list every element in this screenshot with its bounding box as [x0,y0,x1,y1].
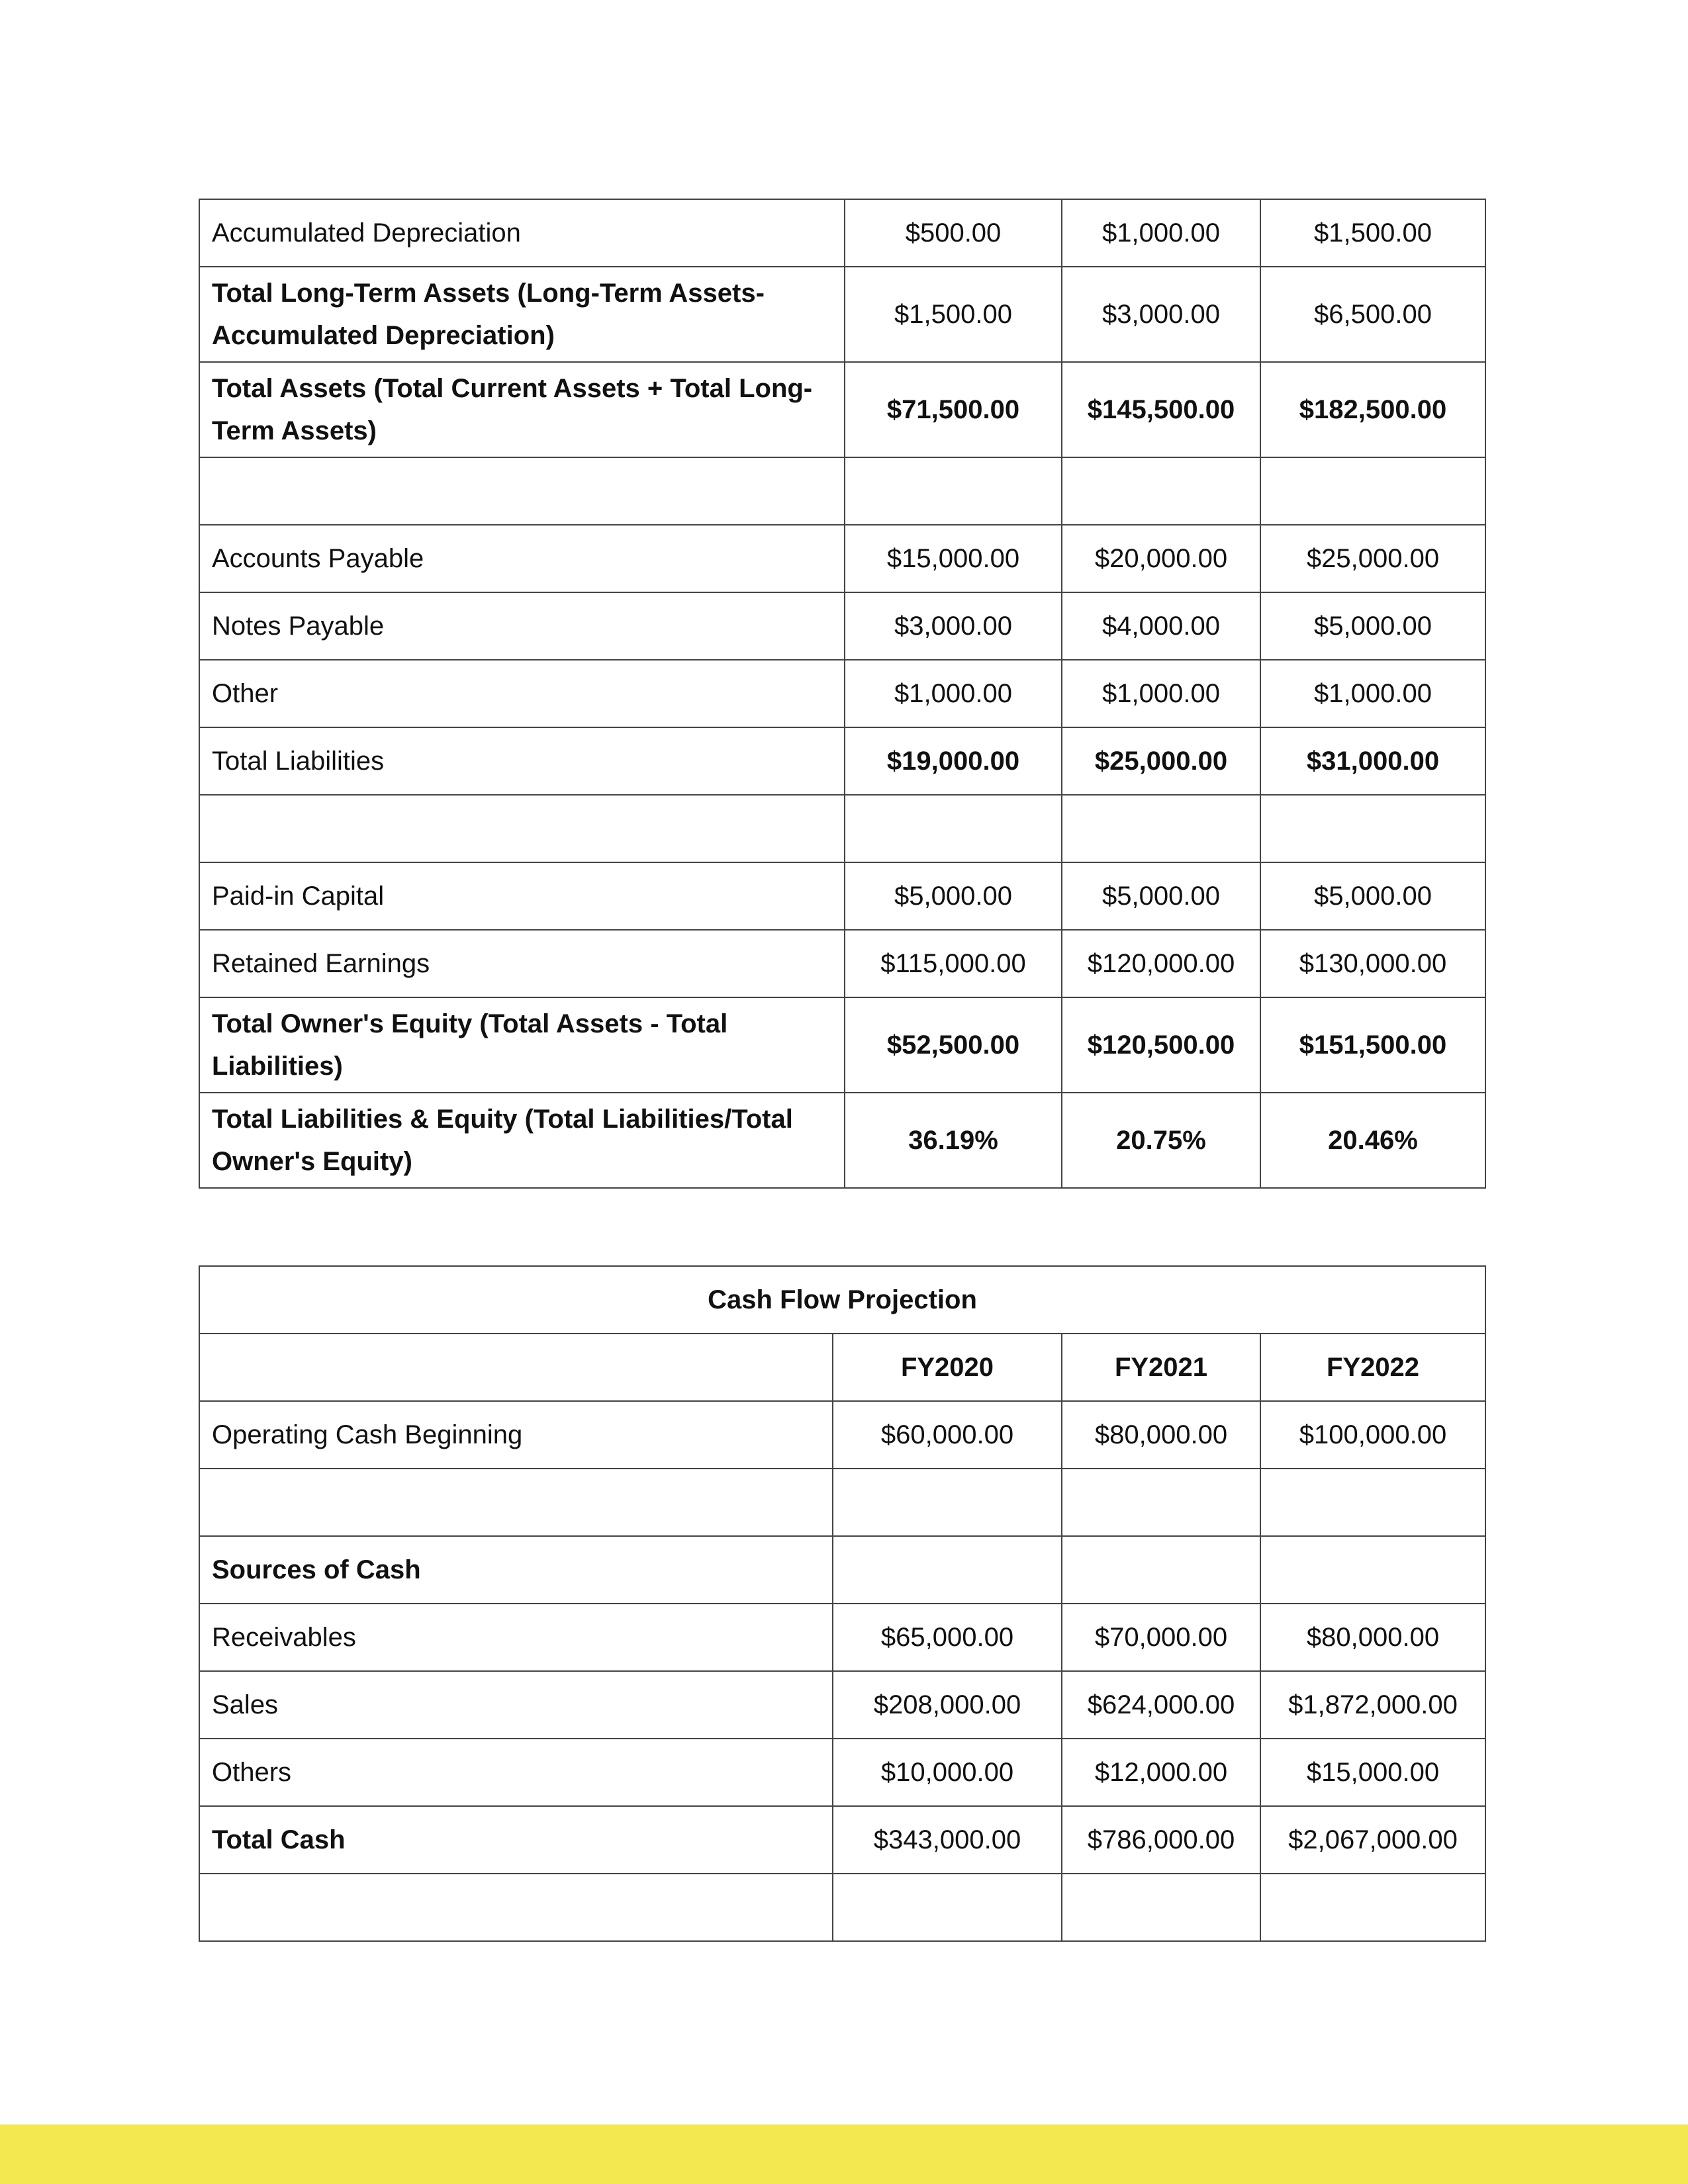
table-row [199,1671,1485,1739]
value-cell: $1,000.00 [1062,660,1260,727]
value-cell [1062,457,1260,525]
row-label: Sources of Cash [199,1536,833,1604]
value-cell [833,1874,1062,1941]
value-cell: $31,000.00 [1260,727,1485,795]
value-cell [833,1536,1062,1604]
value-cell [833,1469,1062,1536]
value-cell: $120,000.00 [1062,930,1260,997]
value-cell: $1,000.00 [845,660,1062,727]
value-cell [845,457,1062,525]
value-cell [1062,1469,1260,1536]
value-cell: 20.75% [1062,1093,1260,1188]
value-cell: $115,000.00 [845,930,1062,997]
column-header: FY2021 [1062,1334,1260,1401]
value-cell: $65,000.00 [833,1604,1062,1671]
value-cell: $60,000.00 [833,1401,1062,1469]
table-row [199,1093,1485,1188]
table-row [199,660,1485,727]
value-cell [1062,795,1260,862]
value-cell: $71,500.00 [845,362,1062,457]
table-row [199,457,1485,525]
table-row [199,862,1485,930]
value-cell: $80,000.00 [1260,1604,1485,1671]
table-row [199,1806,1485,1874]
row-label: Retained Earnings [199,930,845,997]
row-label: Total Owner's Equity (Total Assets - Total Liabilities) [199,997,845,1093]
row-label: Paid-in Capital [199,862,845,930]
value-cell: $70,000.00 [1062,1604,1260,1671]
table-row [199,997,1485,1093]
value-cell: 20.46% [1260,1093,1485,1188]
value-cell [1260,1874,1485,1941]
value-cell: $624,000.00 [1062,1671,1260,1739]
value-cell: $52,500.00 [845,997,1062,1093]
column-header: FY2022 [1260,1334,1485,1401]
row-label: Total Liabilities [199,727,845,795]
row-label: Other [199,660,845,727]
row-label [199,457,845,525]
row-label [199,1469,833,1536]
row-label: Accounts Payable [199,525,845,592]
value-cell: $1,000.00 [1260,660,1485,727]
value-cell [845,795,1062,862]
table-row [199,199,1485,267]
row-label: Total Liabilities & Equity (Total Liabilities/Total Owner's Equity) [199,1093,845,1188]
value-cell: $500.00 [845,199,1062,267]
value-cell: $5,000.00 [1062,862,1260,930]
column-header [199,1334,833,1401]
value-cell: $20,000.00 [1062,525,1260,592]
table-row [199,592,1485,660]
table-row [199,1469,1485,1536]
value-cell: $182,500.00 [1260,362,1485,457]
value-cell [1260,457,1485,525]
table-row [199,525,1485,592]
table-row [199,930,1485,997]
value-cell: $19,000.00 [845,727,1062,795]
value-cell: $80,000.00 [1062,1401,1260,1469]
column-header: FY2020 [833,1334,1062,1401]
value-cell: $6,500.00 [1260,267,1485,362]
value-cell [1260,1536,1485,1604]
value-cell: $208,000.00 [833,1671,1062,1739]
table-row [199,1536,1485,1604]
value-cell: $15,000.00 [1260,1739,1485,1806]
value-cell: $145,500.00 [1062,362,1260,457]
value-cell: $1,872,000.00 [1260,1671,1485,1739]
row-label: Others [199,1739,833,1806]
value-cell: $5,000.00 [845,862,1062,930]
value-cell: $100,000.00 [1260,1401,1485,1469]
value-cell: $3,000.00 [1062,267,1260,362]
row-label [199,795,845,862]
table-row [199,362,1485,457]
value-cell: $5,000.00 [1260,592,1485,660]
table-row [199,727,1485,795]
table-title: Cash Flow Projection [199,1266,1485,1334]
table-row [199,1401,1485,1469]
value-cell [1062,1874,1260,1941]
table-row [199,1874,1485,1941]
value-cell: $151,500.00 [1260,997,1485,1093]
value-cell: $4,000.00 [1062,592,1260,660]
value-cell [1260,1469,1485,1536]
value-cell: $1,500.00 [845,267,1062,362]
row-label: Operating Cash Beginning [199,1401,833,1469]
value-cell [1260,795,1485,862]
row-label: Notes Payable [199,592,845,660]
value-cell: $3,000.00 [845,592,1062,660]
table-row [199,267,1485,362]
row-label: Sales [199,1671,833,1739]
table-title-row [199,1266,1485,1334]
value-cell: $5,000.00 [1260,862,1485,930]
value-cell: $12,000.00 [1062,1739,1260,1806]
row-label: Total Cash [199,1806,833,1874]
table-header-row [199,1334,1485,1401]
value-cell: $15,000.00 [845,525,1062,592]
table-row [199,795,1485,862]
value-cell: 36.19% [845,1093,1062,1188]
value-cell: $120,500.00 [1062,997,1260,1093]
table-row [199,1604,1485,1671]
value-cell: $786,000.00 [1062,1806,1260,1874]
cash-flow-projection-table [199,1265,1486,1942]
value-cell [1062,1536,1260,1604]
balance-sheet-table [199,199,1486,1189]
row-label: Receivables [199,1604,833,1671]
value-cell: $1,000.00 [1062,199,1260,267]
row-label: Total Long-Term Assets (Long-Term Assets-Accumulated Depreciation) [199,267,845,362]
row-label: Accumulated Depreciation [199,199,845,267]
value-cell: $2,067,000.00 [1260,1806,1485,1874]
value-cell: $1,500.00 [1260,199,1485,267]
footer-band [0,2124,1688,2184]
row-label [199,1874,833,1941]
row-label: Total Assets (Total Current Assets + Total Long-Term Assets) [199,362,845,457]
value-cell: $343,000.00 [833,1806,1062,1874]
value-cell: $25,000.00 [1260,525,1485,592]
value-cell: $10,000.00 [833,1739,1062,1806]
table-row [199,1739,1485,1806]
value-cell: $130,000.00 [1260,930,1485,997]
value-cell: $25,000.00 [1062,727,1260,795]
